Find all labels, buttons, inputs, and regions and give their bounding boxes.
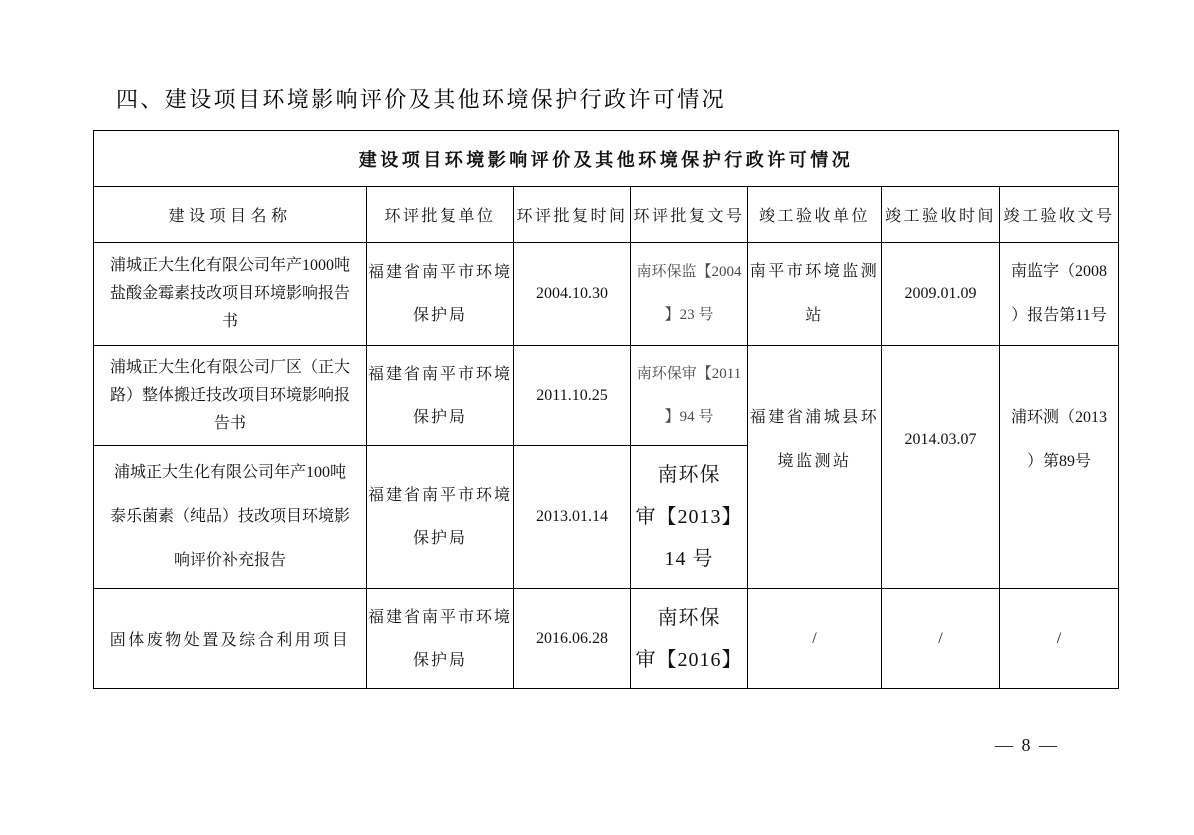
approval-no-line: 审【2013】: [635, 506, 743, 528]
project-name-line: 浦城正大生化有限公司年产1000吨: [109, 257, 350, 274]
acceptance-unit-cell: [748, 346, 882, 589]
table-row: [94, 589, 1119, 689]
approval-unit-line: 福建省南平市环境: [367, 365, 512, 383]
project-name-line: 浦城正大生化有限公司厂区（正大: [109, 358, 350, 376]
project-name-cell: [94, 446, 367, 589]
approval-date-cell: 2013.01.14: [514, 446, 631, 589]
project-name-line: 书: [221, 313, 238, 330]
project-name-line: 泰乐菌素（纯品）技改项目环境影: [109, 508, 350, 525]
approval-no-line: 审【2016】: [635, 648, 743, 671]
acceptance-no-line: 浦环测（2013: [1011, 408, 1108, 426]
approval-no-cell: [631, 243, 748, 346]
acceptance-date-cell: /: [882, 589, 1000, 689]
approval-unit-line: 福建省南平市环境: [367, 264, 512, 281]
column-header-approval-date: 环评批复时间: [514, 187, 631, 243]
acceptance-date-cell: 2014.03.07: [882, 346, 1000, 589]
permit-table: [93, 130, 1119, 689]
project-name-line: 盐酸金霉素技改项目环境影响报告: [109, 285, 350, 302]
approval-no-line: 南环保: [657, 606, 721, 629]
section-heading: 四、建设项目环境影响评价及其他环境保护行政许可情况: [116, 87, 727, 112]
acceptance-no-line: 南监字（2008: [1011, 263, 1108, 280]
approval-no-cell: [631, 446, 748, 589]
acceptance-no-cell: [1000, 346, 1119, 589]
project-name-line: 固体废物处置及综合利用项目: [109, 632, 351, 649]
project-name-cell: [94, 243, 367, 346]
approval-date-cell: 2011.10.25: [514, 346, 631, 446]
acceptance-no-cell: [1000, 243, 1119, 346]
column-header-approval-unit: 环评批复单位: [367, 187, 514, 243]
project-name-line: 响评价补充报告: [173, 552, 286, 569]
table-header-row: [94, 187, 1119, 243]
approval-no-cell: [631, 589, 748, 689]
acceptance-unit-line: /: [812, 629, 817, 647]
table-title-row: [94, 131, 1119, 187]
acceptance-unit-cell: [748, 243, 882, 346]
project-name-cell: [94, 346, 367, 446]
column-header-acceptance-no: 竣工验收文号: [1000, 187, 1119, 243]
acceptance-unit-line: 福建省浦城县环: [749, 408, 880, 426]
approval-no-cell: [631, 346, 748, 446]
acceptance-no-line: /: [1056, 629, 1062, 647]
approval-unit-cell: [367, 346, 514, 446]
table-title: 建设项目环境影响评价及其他环境保护行政许可情况: [94, 131, 1119, 187]
approval-unit-line: 保护局: [412, 408, 467, 426]
approval-unit-line: 保护局: [412, 530, 467, 547]
approval-no-line: 南环保: [657, 464, 721, 486]
acceptance-unit-line: 南平市环境监测: [749, 263, 880, 280]
acceptance-unit-cell: [748, 589, 882, 689]
column-header-approval-no: 环评批复文号: [631, 187, 748, 243]
project-name-cell: [94, 589, 367, 689]
acceptance-unit-line: 站: [805, 307, 824, 324]
approval-no-line: 14 号: [664, 548, 714, 570]
approval-unit-cell: [367, 446, 514, 589]
acceptance-no-cell: [1000, 589, 1119, 689]
column-header-acceptance-unit: 竣工验收单位: [748, 187, 882, 243]
approval-unit-line: 福建省南平市环境: [367, 487, 512, 504]
approval-no-line: 】23 号: [664, 307, 714, 323]
approval-unit-cell: [367, 243, 514, 346]
approval-no-line: 】94 号: [664, 408, 714, 425]
table-row: [94, 243, 1119, 346]
project-name-line: 告书: [213, 414, 246, 432]
acceptance-unit-line: 境监测站: [777, 452, 852, 470]
table-row: [94, 346, 1119, 446]
project-name-line: 浦城正大生化有限公司年产100吨: [113, 464, 346, 481]
approval-date-cell: 2004.10.30: [514, 243, 631, 346]
page-number: — 8 —: [995, 735, 1059, 755]
approval-no-line: 南环保监【2004: [636, 264, 742, 280]
approval-unit-cell: [367, 589, 514, 689]
approval-date-cell: 2016.06.28: [514, 589, 631, 689]
approval-no-line: 南环保审【2011: [636, 365, 742, 382]
acceptance-date-cell: 2009.01.09: [882, 243, 1000, 346]
approval-unit-line: 保护局: [412, 307, 467, 324]
column-header-acceptance-date: 竣工验收时间: [882, 187, 1000, 243]
approval-unit-line: 福建省南平市环境: [367, 608, 512, 626]
approval-unit-line: 保护局: [412, 651, 467, 669]
acceptance-no-line: ）报告第11号: [1011, 307, 1107, 324]
column-header-project-name: 建设项目名称: [94, 187, 367, 243]
project-name-line: 路）整体搬迁技改项目环境影响报: [109, 386, 350, 404]
acceptance-no-line: ）第89号: [1027, 452, 1092, 470]
